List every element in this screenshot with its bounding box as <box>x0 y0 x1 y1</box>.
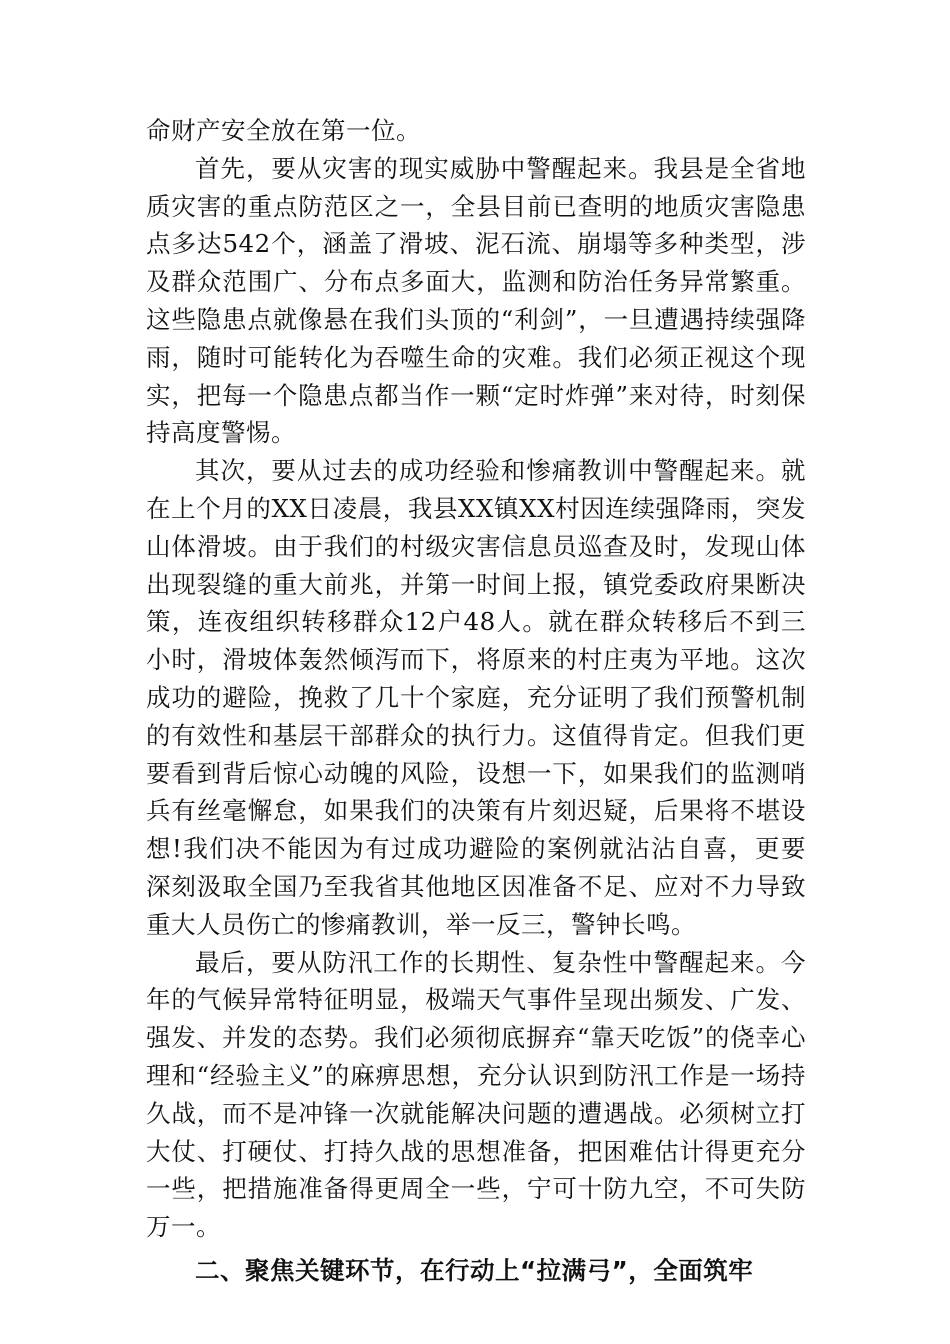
paragraph-continuation: 命财产安全放在第一位。 <box>146 116 421 145</box>
paragraph-second-point: 其次，要从过去的成功经验和惨痛教训中警醒起来。就在上个月的XX日凌晨，我县XX镇XX村因连续强降雨，突发山体滑坡。由于我们的村级灾害信息员巡查及时，发现山体出现裂缝的重大前兆，并第一时间上报，镇党委政府果断决策，连夜组织转移群众12户48人。就在群众转移后不到三小时，滑坡体轰然倾泻而下，将原来的村庄夷为平地。这次成功的避险，挽救了几十个家庭，充分证明了我们预警机制的有效性和基层干部群众的执行力。这值得肯定。但我们更要看到背后惊心动魄的风险，设想一下，如果我们的监测哨兵有丝毫懈怠，如果我们的决策有片刻迟疑，后果将不堪设想!我们决不能因为有过成功避险的案例就沾沾自喜，更要深刻汲取全国乃至我省其他地区因准备不足、应对不力导致重大人员伤亡的惨痛教训，举一反三，警钟长鸣。 <box>146 456 806 939</box>
paragraph-third-point: 最后，要从防汛工作的长期性、复杂性中警醒起来。今年的气候异常特征明显，极端天气事件呈现出频发、广发、强发、并发的态势。我们必须彻底摒弃“靠天吃饭”的侥幸心理和“经验主义”的麻痹思想，充分认识到防汛工作是一场持久战，而不是冲锋一次就能解决问题的遭遇战。必须树立打大仗、打硬仗、打持久战的思想准备，把困难估计得更充分一些，把措施准备得更周全一些，宁可十防九空，不可失防万一。 <box>146 947 806 1242</box>
paragraph-first-point: 首先，要从灾害的现实威胁中警醒起来。我县是全省地质灾害的重点防范区之一，全县目前已查明的地质灾害隐患点多达542个，涵盖了滑坡、泥石流、崩塌等多种类型，涉及群众范围广、分布点多面大，监测和防治任务异常繁重。这些隐患点就像悬在我们头顶的“利剑”，一旦遭遇持续强降雨，随时可能转化为吞噬生命的灾难。我们必须正视这个现实，把每一个隐患点都当作一颗“定时炸弹”来对待，时刻保持高度警惕。 <box>146 153 806 448</box>
section-heading: 二、聚焦关键环节，在行动上“拉满弓”，全面筑牢 <box>195 1255 754 1285</box>
document-body <box>146 112 806 1290</box>
